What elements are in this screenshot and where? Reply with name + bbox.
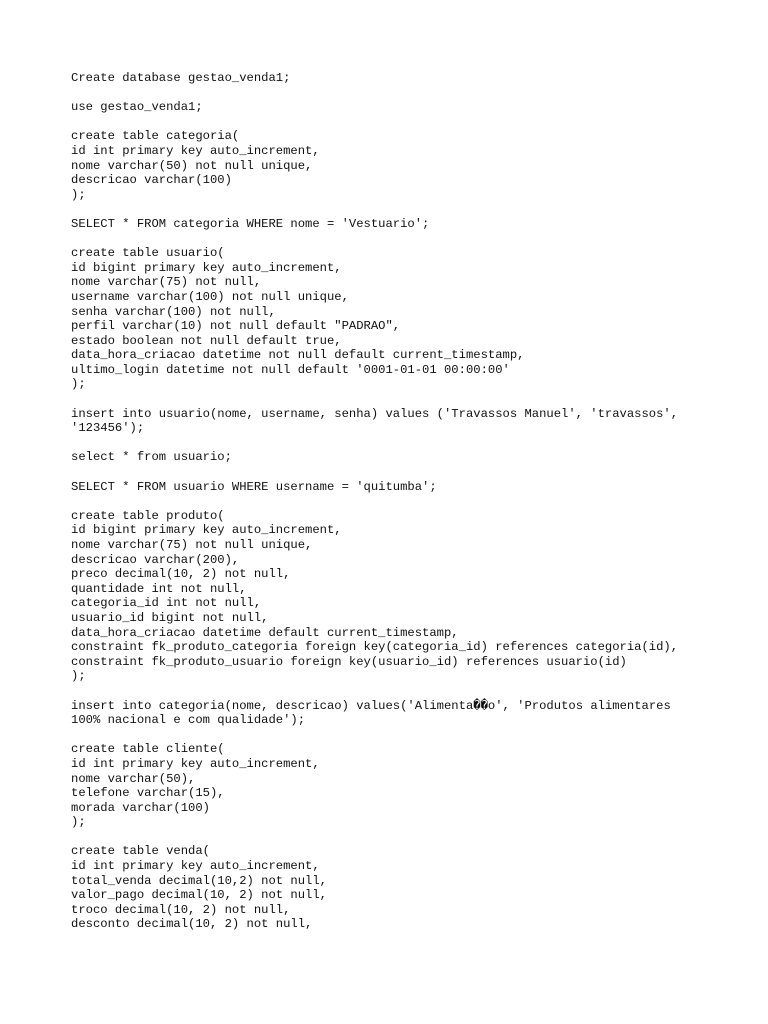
code-line: descricao varchar(100) [71, 173, 232, 188]
code-line: 100% nacional e com qualidade'); [71, 713, 306, 728]
sql-statement-block [71, 217, 731, 232]
code-line: nome varchar(50) not null unique, [71, 158, 313, 173]
code-line: constraint fk_produto_usuario foreign key(usuario_id) references usuario(id) [71, 654, 627, 669]
code-line: id int primary key auto_increment, [71, 143, 320, 158]
code-line: create table cliente( [71, 742, 225, 757]
code-line: ); [71, 669, 86, 684]
code-line: create table categoria( [71, 129, 240, 144]
sql-statement-block [71, 844, 731, 932]
code-line: id bigint primary key auto_increment, [71, 260, 342, 275]
code-line: valor_pago decimal(10, 2) not null, [71, 888, 327, 903]
code-line: select * from usuario; [71, 450, 232, 465]
sql-statement-block [71, 699, 731, 728]
code-line: nome varchar(75) not null unique, [71, 538, 313, 552]
code-line: morada varchar(100) [71, 800, 210, 815]
code-line: estado boolean not null default true, [71, 333, 342, 348]
sql-statement-block [71, 742, 731, 830]
code-line: descricao varchar(200), [71, 552, 240, 567]
sql-statement-block [71, 100, 731, 115]
sql-statement-block [71, 246, 731, 392]
code-line: nome varchar(50), [71, 771, 196, 786]
code-line: insert into categoria(nome, descricao) values('Alimenta��o', 'Produtos alimentares [71, 698, 671, 713]
code-line: SELECT * FROM categoria WHERE nome = 'Vestuario'; [71, 216, 430, 231]
code-line: desconto decimal(10, 2) not null, [71, 917, 313, 932]
code-line: create table usuario( [71, 246, 225, 261]
code-line: quantidade int not null, [71, 581, 247, 596]
sql-statement-block [71, 71, 731, 86]
code-line: total_venda decimal(10,2) not null, [71, 873, 327, 888]
code-line: SELECT * FROM usuario WHERE username = 'quitumba'; [71, 479, 437, 494]
code-line: id int primary key auto_increment, [71, 756, 320, 771]
code-line: categoria_id int not null, [71, 596, 262, 611]
sql-statement-block [71, 450, 731, 465]
sql-statement-block [71, 407, 731, 436]
sql-statement-block [71, 509, 731, 684]
code-line: ); [71, 187, 86, 202]
code-line: troco decimal(10, 2) not null, [71, 902, 291, 917]
code-line: use gestao_venda1; [71, 100, 203, 115]
code-line: ultimo_login datetime not null default '0001-01-01 00:00:00' [71, 362, 510, 377]
code-line: ); [71, 815, 86, 830]
code-line: create table venda( [71, 844, 210, 859]
code-line: id bigint primary key auto_increment, [71, 523, 342, 538]
code-line: Create database gestao_venda1; [71, 71, 291, 85]
code-line: ); [71, 377, 86, 392]
code-line: id int primary key auto_increment, [71, 859, 320, 874]
code-line: perfil varchar(10) not null default "PADRAO", [71, 319, 401, 334]
code-line: create table produto( [71, 508, 225, 523]
code-line: insert into usuario(nome, username, senha) values ('Travassos Manuel', 'travassos', [71, 406, 679, 421]
sql-statement-block [71, 480, 731, 495]
sql-statement-block [71, 129, 731, 202]
code-line: senha varchar(100) not null, [71, 304, 276, 319]
code-line: constraint fk_produto_categoria foreign key(categoria_id) references categoria(id), [71, 640, 679, 655]
sql-document [71, 71, 731, 947]
code-line: preco decimal(10, 2) not null, [71, 567, 291, 582]
code-line: data_hora_criacao datetime default current_timestamp, [71, 625, 459, 640]
code-line: '123456'); [71, 421, 145, 436]
code-line: nome varchar(75) not null, [71, 275, 262, 290]
code-line: telefone varchar(15), [71, 786, 225, 801]
code-line: usuario_id bigint not null, [71, 610, 269, 625]
code-line: data_hora_criacao datetime not null default current_timestamp, [71, 348, 525, 363]
code-line: username varchar(100) not null unique, [71, 289, 349, 304]
